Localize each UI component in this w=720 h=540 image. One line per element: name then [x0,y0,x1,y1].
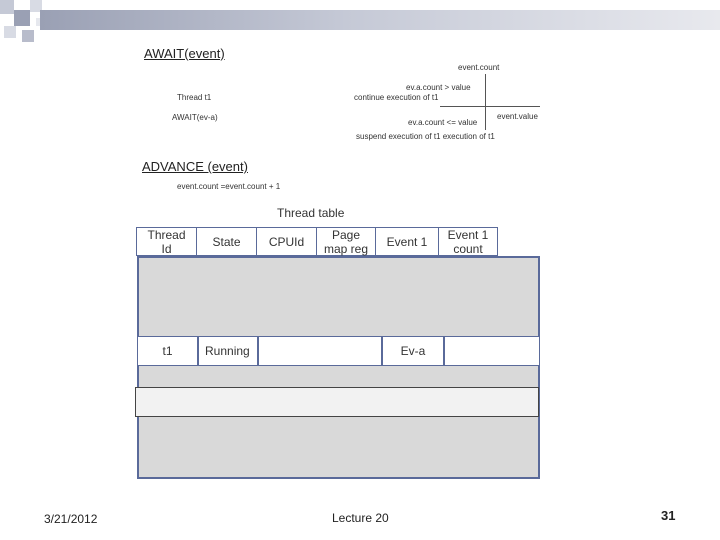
header-cpuid: CPUId [256,227,317,256]
axis-horizontal-line [440,106,540,107]
event-value-label: event.value [497,112,538,121]
event-count-label: event.count [458,63,500,72]
axis-vertical-line [485,74,486,130]
header-event-1-count: Event 1 count [438,227,498,256]
advance-heading: ADVANCE (event) [142,159,248,174]
header-state: State [196,227,257,256]
row-event-count [444,336,540,366]
thread-table-title: Thread table [277,206,345,220]
table-empty-row [135,387,539,417]
decor-square-5 [22,30,34,42]
decor-square-1 [0,0,14,14]
condition-less-equal: ev.a.count <= value [408,118,478,127]
thread-label: Thread t1 [177,93,212,102]
footer-title: Lecture 20 [332,511,389,525]
row-event: Ev-a [382,336,444,366]
await-call: AWAIT(ev-a) [172,113,218,122]
condition-greater: ev.a.count > value [406,83,471,92]
decor-top-bar [40,10,720,30]
header-thread-id: Thread Id [136,227,197,256]
footer-date: 3/21/2012 [44,512,98,526]
advance-statement: event.count =event.count + 1 [177,182,281,191]
await-heading: AWAIT(event) [144,46,225,61]
thread-table-body [137,256,540,479]
continue-text: continue execution of t1 [354,93,439,102]
decor-square-4 [4,26,16,38]
decor-square-2 [14,10,30,26]
row-thread-id: t1 [137,336,198,366]
suspend-text: suspend execution of t1 execution of t1 [356,132,495,141]
row-cpuid-pagemap [258,336,382,366]
page-number: 31 [661,508,676,523]
header-event-1: Event 1 [375,227,439,256]
header-page-map-reg: Page map reg [316,227,376,256]
row-state: Running [198,336,258,366]
